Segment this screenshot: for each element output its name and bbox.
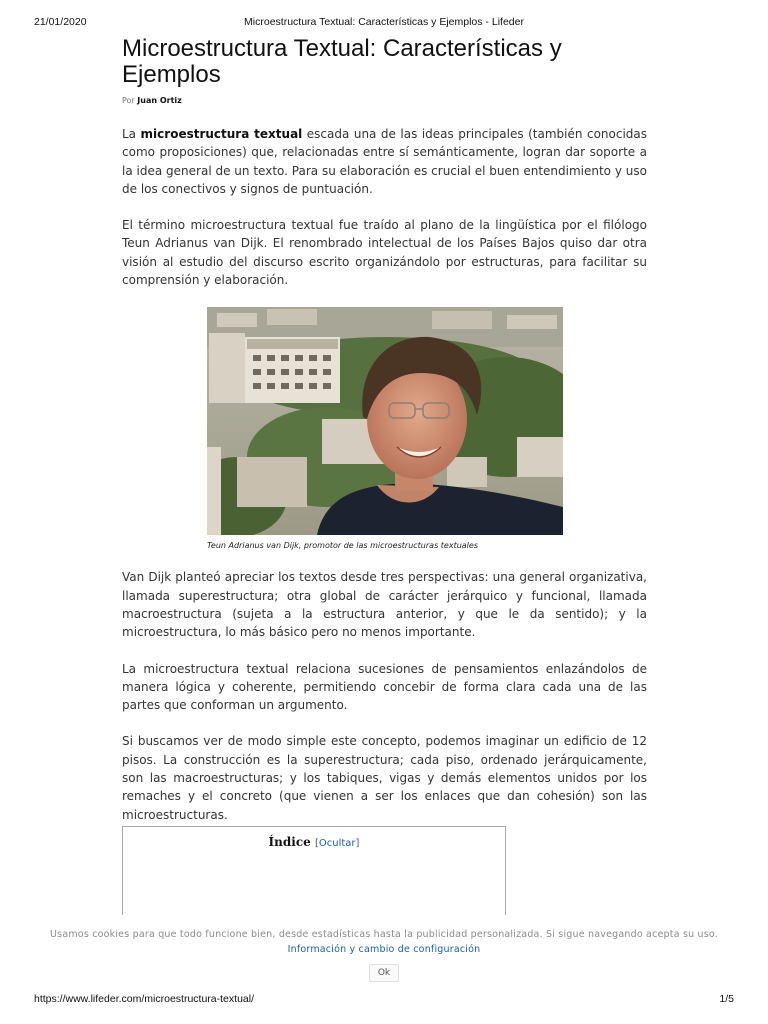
toc-bracket-open: [ [314,838,319,849]
cookie-text: Usamos cookies para que todo funcione bien, desde estadísticas hasta la publicidad personalizada. Si sigue navegando acepta su uso. [50,929,718,940]
paragraph-2: El término microestructura textual fue traído al plano de la lingüística por el filólogo Teun Adrianus van Dijk. El renombrado intelectual de los Países Bajos quiso dar otra visión al estudio del discurso escrito organizándolo por estructuras, para facilitar su comprensión y elaboración. [122,218,647,288]
paragraph-1-intro: La [122,127,141,141]
paragraph-5: Si buscamos ver de modo simple este concepto, podemos imaginar un edificio de 12 pisos. La construcción es la superestructura; cada piso, ordenado jerárquicamente, son las macroestructuras; y los tabiques, vigas y demás elementos unidos por los remaches y el concreto (que vienen a ser los enlaces que dan cohesión) son las microestructuras. [122,734,647,822]
toc-hide-link[interactable]: Ocultar [318,838,356,849]
byline [122,96,647,105]
byline-prefix: Por [122,96,135,105]
print-document-title: Microestructura Textual: Características y Ejemplos - Lifeder [244,16,524,28]
paragraph-1-rest: escada una de las ideas principales (también conocidas como proposiciones) que, relacionadas entre sí semánticamente, logran dar soporte a la idea general de un texto. Para su elaboración es crucial el buen entendimiento y uso de los conectivos y signos de puntuación. [122,127,648,196]
paragraph-4: La microestructura textual relaciona sucesiones de pensamientos enlazándolos de manera lógica y coherente, permitiendo concebir de forma clara cada una de las partes que conforman un argumento. [122,661,647,713]
print-date: 21/01/2020 [34,16,87,28]
print-footer [34,993,734,1007]
print-url: https://www.lifeder.com/microestructura-textual/ [34,993,254,1005]
paragraph-3: Van Dijk planteó apreciar los textos desde tres perspectivas: una general organizativa, llamada superestructura; otra global de carácter jerárquico y funcional, llamada macroestructura (sujeta a la estructura anterior, y que le da sentido); y la microestructura, lo más básico pero no menos importante. [122,570,647,640]
toc-toggle [315,838,359,849]
print-header [34,16,734,30]
portrait-photo [207,307,563,535]
toc-header [123,835,505,849]
figure-caption: Teun Adrianus van Dijk, promotor de las microestructuras textuales [207,541,478,551]
paragraph-1 [122,125,647,198]
author-link[interactable]: Juan Ortiz [137,96,182,105]
cookie-message [49,927,719,957]
cookie-banner [0,915,768,990]
article [122,36,647,824]
cookie-settings-link[interactable]: Información y cambio de configuración [287,944,481,955]
table-of-contents [122,826,506,927]
article-figure [207,307,563,550]
toc-bracket-close: ] [355,838,360,849]
toc-title: Índice [268,835,311,849]
article-title: Microestructura Textual: Características y Ejemplos [122,35,562,88]
page-number: 1/5 [719,993,734,1005]
cookie-ok-button[interactable]: Ok [369,964,399,982]
paragraph-1-bold-term: microestructura textual [140,127,303,141]
